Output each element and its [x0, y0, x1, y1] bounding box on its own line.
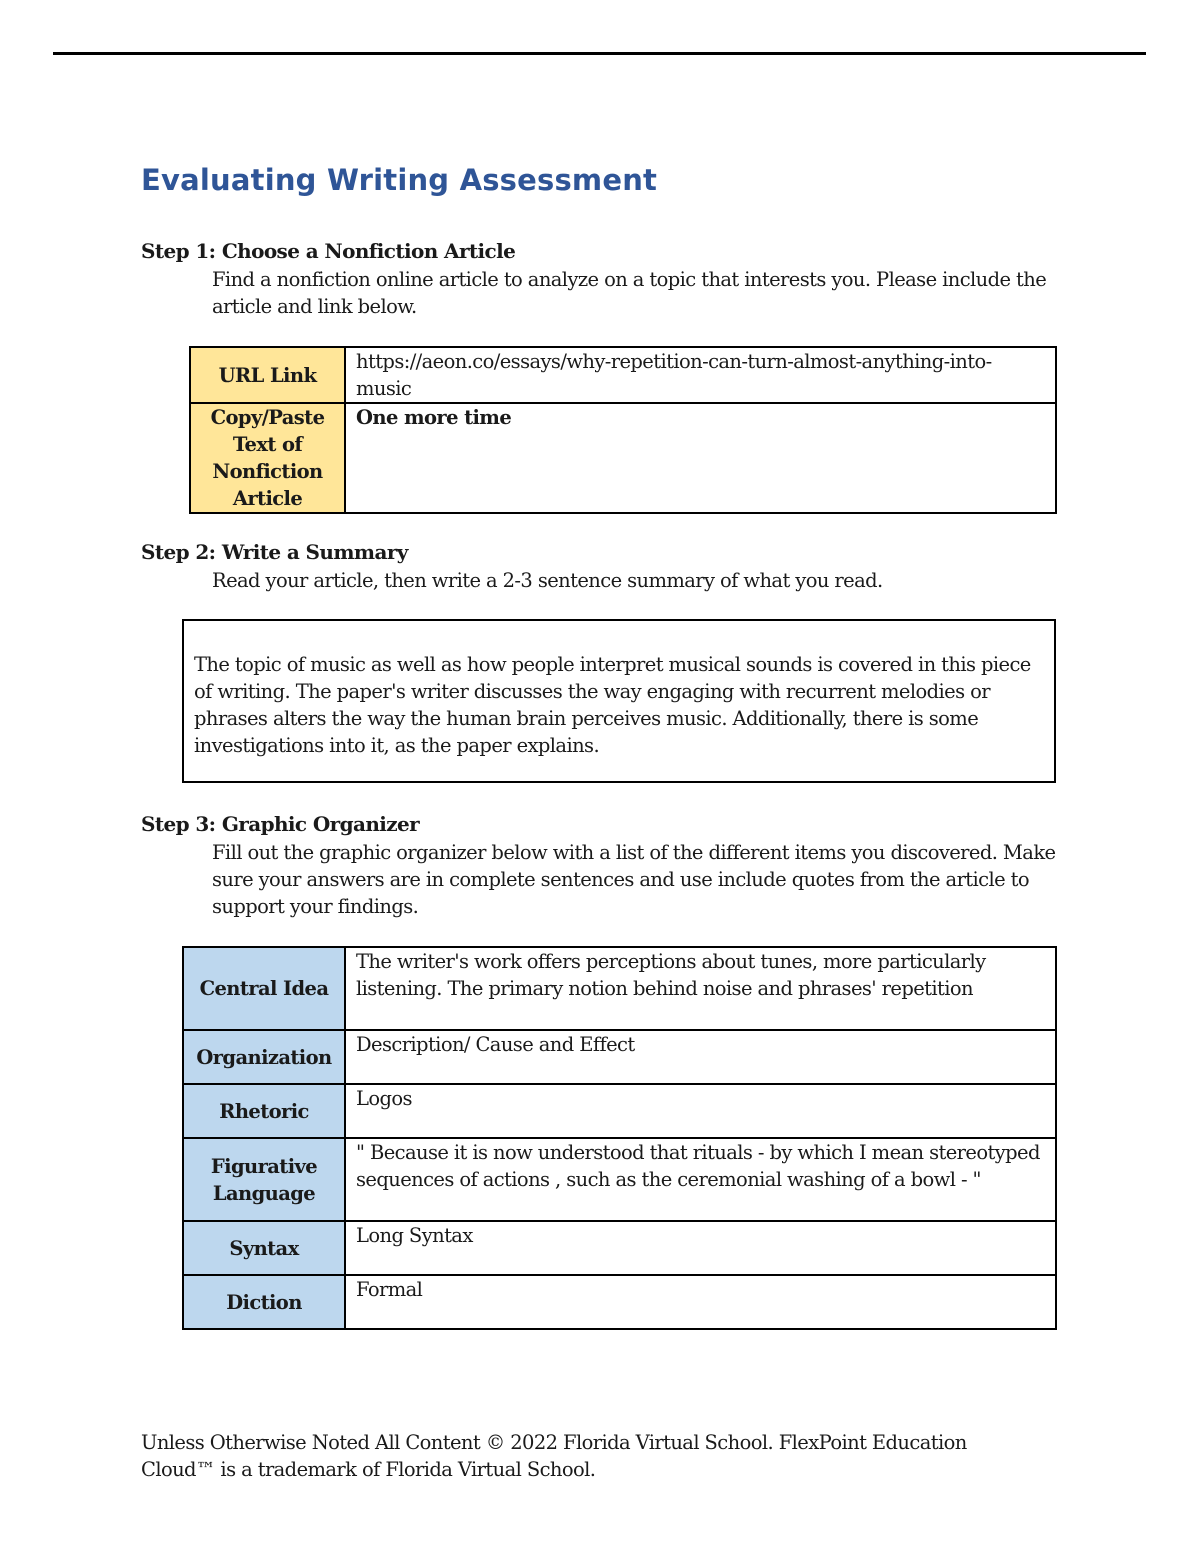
organizer-row-syntax: [183, 1221, 1056, 1275]
organization-label: Organization: [183, 1030, 345, 1084]
syntax-value: Long Syntax: [345, 1221, 1056, 1275]
rhetoric-label: Rhetoric: [183, 1084, 345, 1138]
diction-value: Formal: [345, 1275, 1056, 1329]
url-label: URL Link: [190, 347, 345, 403]
summary-box: The topic of music as well as how people interpret musical sounds is covered in this piece of writing. The paper's writer discusses the way engaging with recurrent melodies or phrases alters the way the human brain perceives music. Additionally, there is some investigations into it, as the paper explains.: [182, 619, 1056, 783]
figurative-language-label: Figurative Language: [183, 1138, 345, 1221]
url-value: https://aeon.co/essays/why-repetition-can-turn-almost-anything-into-music: [345, 347, 1056, 403]
header-rule: [53, 52, 1146, 55]
step3-instructions: Fill out the graphic organizer below with a list of the different items you discovered. Make sure your answers are in complete sentences and use include quotes from the article to support your findings.: [212, 841, 1056, 918]
organizer-row-organization: [183, 1030, 1056, 1084]
article-text-value: One more time: [345, 403, 1056, 513]
organization-value: Description/ Cause and Effect: [345, 1030, 1056, 1084]
article-table: [189, 346, 1057, 514]
copyright-footer: Unless Otherwise Noted All Content © 2022 Florida Virtual School. FlexPoint Education Cloud™ is a trademark of Florida Virtual School.: [141, 1431, 967, 1481]
rhetoric-value: Logos: [345, 1084, 1056, 1138]
central-idea-value: The writer's work offers perceptions about tunes, more particularly listening. The primary notion behind noise and phrases' repetition: [345, 947, 1056, 1030]
url-row: [190, 347, 1056, 403]
step1-instructions: Find a nonfiction online article to analyze on a topic that interests you. Please include the article and link below.: [212, 268, 1047, 318]
graphic-organizer-table: [182, 946, 1057, 1330]
organizer-row-central-idea: [183, 947, 1056, 1030]
organizer-row-diction: [183, 1275, 1056, 1329]
syntax-label: Syntax: [183, 1221, 345, 1275]
article-text-row: [190, 403, 1056, 513]
page-title: Evaluating Writing Assessment: [141, 163, 658, 197]
organizer-row-rhetoric: [183, 1084, 1056, 1138]
step2-heading: Step 2: Write a Summary: [141, 540, 408, 564]
step1-heading: Step 1: Choose a Nonfiction Article: [141, 239, 516, 263]
step2-instructions: Read your article, then write a 2-3 sentence summary of what you read.: [212, 569, 883, 592]
organizer-row-figurative-language: [183, 1138, 1056, 1221]
step3-heading: Step 3: Graphic Organizer: [141, 812, 420, 836]
diction-label: Diction: [183, 1275, 345, 1329]
article-text-label: Copy/Paste Text of Nonfiction Article: [190, 403, 345, 513]
central-idea-label: Central Idea: [183, 947, 345, 1030]
figurative-language-value: " Because it is now understood that rituals - by which I mean stereotyped sequences of actions , such as the ceremonial washing of a bowl - ": [345, 1138, 1056, 1221]
